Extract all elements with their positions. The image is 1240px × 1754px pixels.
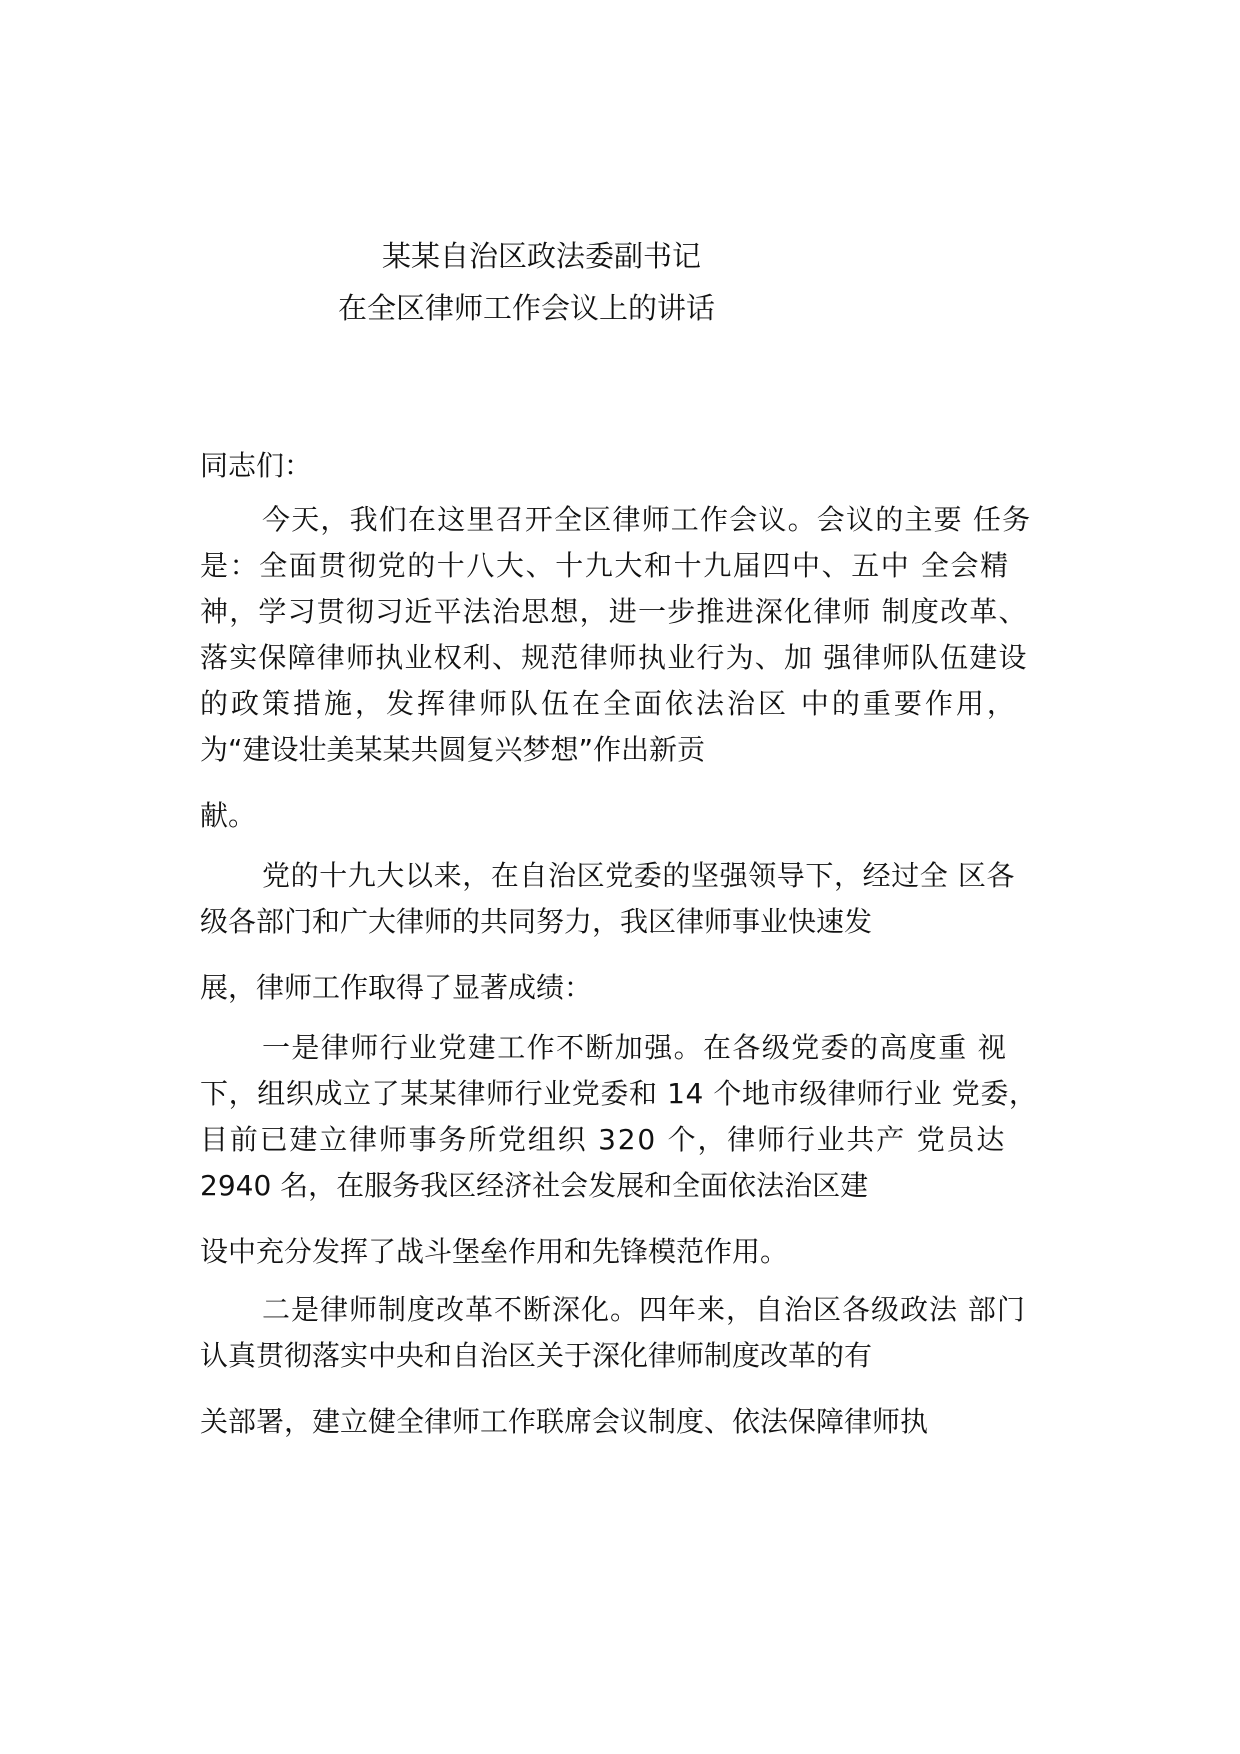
paragraph-2-line-3: 展，律师工作取得了显著成绩： — [200, 971, 593, 1004]
document-title-line-2: 在全区律师工作会议上的讲话 — [338, 291, 716, 325]
document-title-line-1: 某某自治区政法委副书记 — [382, 239, 702, 273]
paragraph-1-line-7: 献。 — [200, 799, 257, 832]
paragraph-3-line-2: 下，组织成立了某某律师行业党委和 14 个地市级律师行业 党委， — [200, 1077, 1038, 1110]
paragraph-4-line-1: 二是律师制度改革不断深化。四年来，自治区各级政法 部门 — [262, 1293, 1026, 1326]
paragraph-2-line-2: 级各部门和广大律师的共同努力，我区律师事业快速发 — [200, 905, 873, 938]
paragraph-4-line-2: 认真贯彻落实中央和自治区关于深化律师制度改革的有 — [200, 1339, 873, 1372]
paragraph-3-line-4: 2940 名，在服务我区经济社会发展和全面依法治区建 — [200, 1169, 869, 1202]
paragraph-1-line-6: 为“建设壮美某某共圆复兴梦想”作出新贡 — [200, 733, 706, 766]
paragraph-1-line-4: 落实保障律师执业权利、规范律师执业行为、加 强律师队伍建设 — [200, 641, 1028, 674]
paragraph-3-line-3: 目前已建立律师事务所党组织 320 个，律师行业共产 党员达 — [200, 1123, 1007, 1156]
paragraph-4-line-3: 关部署，建立健全律师工作联席会议制度、依法保障律师执 — [200, 1405, 929, 1438]
salutation: 同志们： — [200, 449, 313, 482]
paragraph-2-line-1: 党的十九大以来，在自治区党委的坚强领导下，经过全 区各 — [262, 859, 1016, 892]
paragraph-3-line-1: 一是律师行业党建工作不断加强。在各级党委的高度重 视 — [262, 1031, 1008, 1064]
paragraph-3-line-5: 设中充分发挥了战斗堡垒作用和先锋模范作用。 — [200, 1235, 789, 1268]
paragraph-1-line-5: 的政策措施，发挥律师队伍在全面依法治区 中的重要作用， — [200, 687, 1018, 720]
paragraph-1-line-1: 今天，我们在这里召开全区律师工作会议。会议的主要 任务 — [262, 503, 1032, 536]
paragraph-1-line-2: 是：全面贯彻党的十八大、十九大和十九届四中、五中 全会精 — [200, 549, 1010, 582]
paragraph-1-line-3: 神，学习贯彻习近平法治思想，进一步推进深化律师 制度改革、 — [200, 595, 1028, 628]
